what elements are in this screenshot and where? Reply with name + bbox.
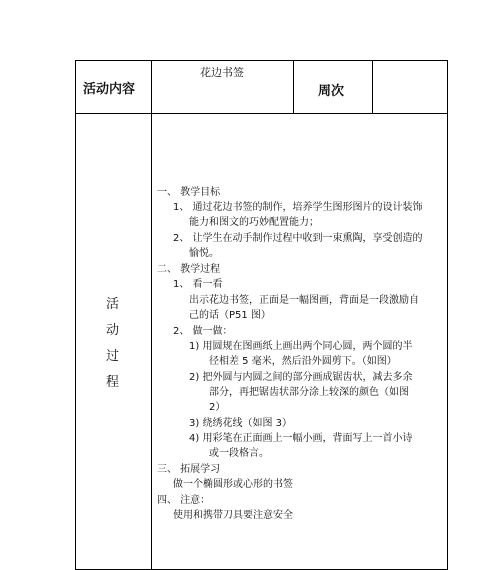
content-line: 2) 把外圆与内圆之间的部分画成锯齿状，减去多余 <box>189 372 413 383</box>
content-line: 出示花边书签，正面是一幅图画，背面是一段激励自 <box>189 295 419 306</box>
process-label <box>75 292 150 396</box>
content-line: 1、 看一看 <box>173 279 223 290</box>
activity-content-label: 活动内容 <box>83 82 136 97</box>
content-line: 1) 用圆规在图画纸上画出两个同心圆，两个圆的半 <box>189 341 413 352</box>
content-line: 能力和图文的巧妙配置能力； <box>189 217 319 228</box>
topic-value: 花边书签 <box>200 66 244 79</box>
content-line: 2） <box>209 402 226 413</box>
content-line: 愉悦。 <box>189 248 219 259</box>
content-line: 1、 通过花边书签的制作，培养学生图形图片的设计装饰 <box>173 202 423 213</box>
content-line: 做一个椭圆形或心形的书签 <box>173 479 293 490</box>
activity-column-divider <box>151 60 152 570</box>
content-line: 部分，再把锯齿状部分涂上较深的颜色（如图 <box>209 387 409 398</box>
content-line: 径相差 5 毫米，然后沿外圆剪下。（如图） <box>209 356 397 367</box>
section-heading: 一、 教学目标 <box>157 187 221 198</box>
process-label-char: 程 <box>105 375 119 390</box>
header-row-divider <box>75 113 448 114</box>
week-column-divider <box>372 60 373 113</box>
topic-column-divider <box>293 60 294 113</box>
content-line: 使用和携带刀具要注意安全 <box>173 510 293 521</box>
content-line: 4) 用彩笔在正面画上一幅小画，背面写上一首小诗 <box>189 433 413 444</box>
process-label-char: 过 <box>105 349 119 364</box>
week-label: 周次 <box>318 84 345 99</box>
content-line: 2、 做一做： <box>173 326 233 337</box>
content-line: 己的话（P51 图） <box>189 310 271 321</box>
section-heading: 二、 教学过程 <box>157 264 221 275</box>
process-label-char: 动 <box>105 323 119 338</box>
process-label-char: 活 <box>105 297 119 312</box>
section-heading: 三、 拓展学习 <box>157 464 221 475</box>
content-line: 或一段格言。 <box>209 448 269 459</box>
content-line: 3) 绕绣花线（如图 3） <box>189 418 292 429</box>
content-line: 2、 让学生在动手制作过程中收到一束熏陶，享受创造的 <box>173 233 423 244</box>
section-heading: 四、 注意： <box>157 495 211 506</box>
